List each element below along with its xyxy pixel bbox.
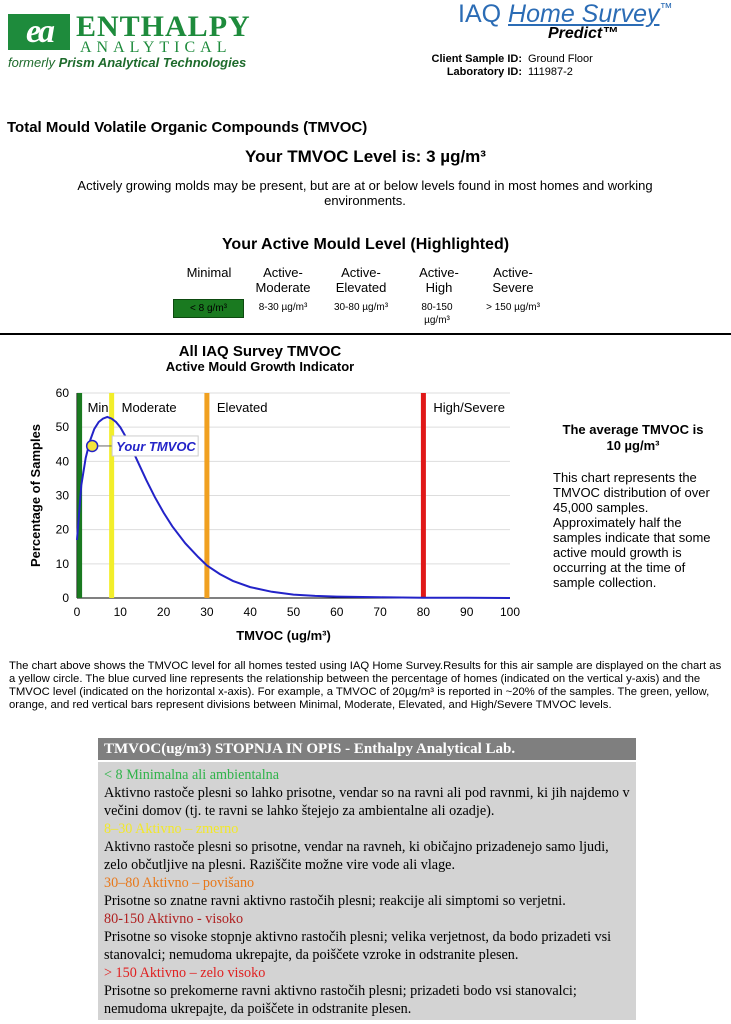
x-tick-label: 0	[73, 605, 81, 619]
x-tick-label: 30	[200, 605, 214, 619]
x-tick-label: 10	[113, 605, 127, 619]
legend-row-text: Prisotne so prekomerne ravni aktivno rastočih plesni; prizadeti bodo vsi stanovalci; nemudoma ukrepajte, da poiščete in odstranite plesen.	[104, 983, 577, 1017]
section-divider	[0, 333, 731, 335]
lab-id-label: Laboratory ID:	[446, 66, 522, 78]
category-label-minimal: Minimal	[186, 265, 232, 280]
threshold-label: Min	[87, 400, 109, 415]
product-predict: Predict™	[548, 25, 619, 42]
chart-explanation-side: This chart represents the TMVOC distribution of over 45,000 samples. Approximately half the samples indicate that some active mould growth is occurring at the time of sample collection.	[553, 470, 711, 590]
x-tick-label: 100	[499, 605, 521, 619]
average-line2: 10 µg/m³	[606, 438, 660, 453]
product-name: Home Survey	[508, 0, 660, 28]
legend-row-text: Aktivno rastoče plesni so lahko prisotne, vendar so na ravni ali pod ravnmi, ki jih najdemo v večini domov (tj. te ravni se lahko štejejo za ambientalne ali ozadje).	[104, 785, 630, 819]
average-line1: The average TMVOC is	[562, 422, 704, 437]
category-range-high: 80-150 µg/m³	[421, 302, 453, 326]
x-axis-label: TMVOC (ug/m³)	[236, 628, 331, 643]
category-label-high: Active-High	[419, 265, 459, 295]
company-sub: ANALYTICAL	[80, 39, 232, 56]
threshold-label: Elevated	[216, 400, 268, 415]
level-prefix: Your TMVOC Level is:	[245, 147, 422, 166]
formerly-name: Prism Analytical Technologies	[58, 55, 247, 70]
chart-title: All IAQ Survey TMVOC	[178, 343, 342, 360]
threshold-bar	[421, 393, 426, 598]
company-logo-mark: ea	[8, 14, 70, 50]
tmvoc-level-line	[0, 147, 731, 167]
your-tmvoc-marker	[87, 440, 98, 451]
legend-row-text: Aktivno rastoče plesni so prisotne, vendar na ravneh, ki običajno prizadenejo samo ljudi, zelo občutljive na plesni. Raziščite možne vire vode ali vlage.	[104, 839, 609, 873]
chart-explanation: The chart above shows the TMVOC level for all homes tested using IAQ Home Survey.Results for this air sample are displayed on the chart as a yellow circle. The blue curved line represents the relationship between the percentage of homes (indicated on the vertical y-axis) and the TMVOC level (indicated on the horizontal x-axis). For example, a TMVOC of 20µg/m³ is reported in ~20% of the samples. The green, yellow, orange, and red vertical bars represent divisions between Minimal, Moderate, Elevated, and High/Severe TMVOC levels.	[9, 660, 722, 711]
legend-table-body	[98, 762, 636, 1020]
active-level-title: Your Active Mould Level (Highlighted)	[221, 236, 510, 253]
y-tick-label: 30	[55, 488, 69, 503]
lab-id-value: 111987-2	[528, 66, 573, 78]
client-sample-value: Ground Floor	[528, 53, 593, 65]
threshold-label: High/Severe	[433, 400, 505, 415]
category-range-moderate: 8-30 µg/m³	[258, 302, 308, 313]
average-tmvoc	[548, 422, 718, 454]
y-tick-label: 40	[55, 454, 69, 469]
category-label-moderate: Active-Moderate	[255, 265, 311, 295]
x-tick-label: 60	[330, 605, 344, 619]
category-label-severe: Active-Severe	[492, 265, 534, 295]
level-description: Actively growing molds may be present, but are at or below levels found in most homes and working environments.	[77, 178, 653, 208]
y-tick-label: 50	[55, 420, 69, 435]
formerly-note	[8, 55, 246, 70]
x-tick-label: 80	[416, 605, 431, 619]
product-tm: ™	[659, 0, 673, 15]
y-tick-label: 60	[55, 386, 69, 400]
x-tick-label: 70	[373, 605, 387, 619]
marker-label: Your TMVOC	[116, 438, 196, 454]
y-tick-label: 20	[55, 522, 69, 537]
x-tick-label: 90	[460, 605, 474, 619]
legend-row-title: 80-150 Aktivno - visoko	[104, 911, 244, 927]
threshold-bar	[109, 393, 114, 598]
section-title: Total Mould Volatile Organic Compounds (TMVOC)	[7, 119, 368, 136]
chart-subtitle: Active Mould Growth Indicator	[165, 359, 355, 374]
x-tick-label: 50	[286, 605, 301, 619]
y-tick-label: 10	[55, 556, 69, 571]
formerly-prefix: formerly	[8, 55, 55, 70]
x-tick-label: 40	[243, 605, 257, 619]
legend-row-text: Prisotne so visoke stopnje aktivno rastočih plesni; velika verjetnost, da bodo prizadeti vsi stanovalci; nemudoma ukrepajte, da poiščete vzroke in odstranite plesen.	[104, 929, 612, 963]
y-tick-label: 0	[62, 591, 69, 605]
x-tick-label: 20	[156, 605, 171, 619]
tmvoc-chart	[0, 378, 540, 650]
category-range-severe: > 150 µg/m³	[486, 302, 540, 313]
category-label-elevated: Active-Elevated	[335, 265, 387, 295]
company-name: ENTHALPY	[76, 10, 251, 43]
product-iaq: IAQ	[458, 0, 502, 28]
threshold-label: Moderate	[121, 400, 177, 415]
level-unit: µg/m³	[440, 147, 486, 166]
level-value: 3	[426, 147, 436, 166]
category-range-elevated: 30-80 µg/m³	[333, 302, 389, 313]
legend-row-title: < 8 Minimalna ali ambientalna	[104, 767, 280, 783]
legend-row-title: 30–80 Aktivno – povišano	[104, 875, 255, 891]
legend-row-title: 8–30 Aktivno – zmerno	[104, 821, 239, 837]
legend-table-header: TMVOC(ug/m3) STOPNJA IN OPIS - Enthalpy Analytical Lab.	[98, 738, 636, 760]
client-sample-label: Client Sample ID:	[431, 53, 522, 65]
y-axis-label: Percentage of Samples	[28, 423, 43, 568]
legend-row-title: > 150 Aktivno – zelo visoko	[104, 965, 266, 981]
category-range-minimal: < 8 g/m³	[173, 299, 244, 318]
legend-row-text: Prisotne so znatne ravni aktivno rastočih plesni; reakcije ali simptomi so verjetni.	[104, 893, 566, 909]
